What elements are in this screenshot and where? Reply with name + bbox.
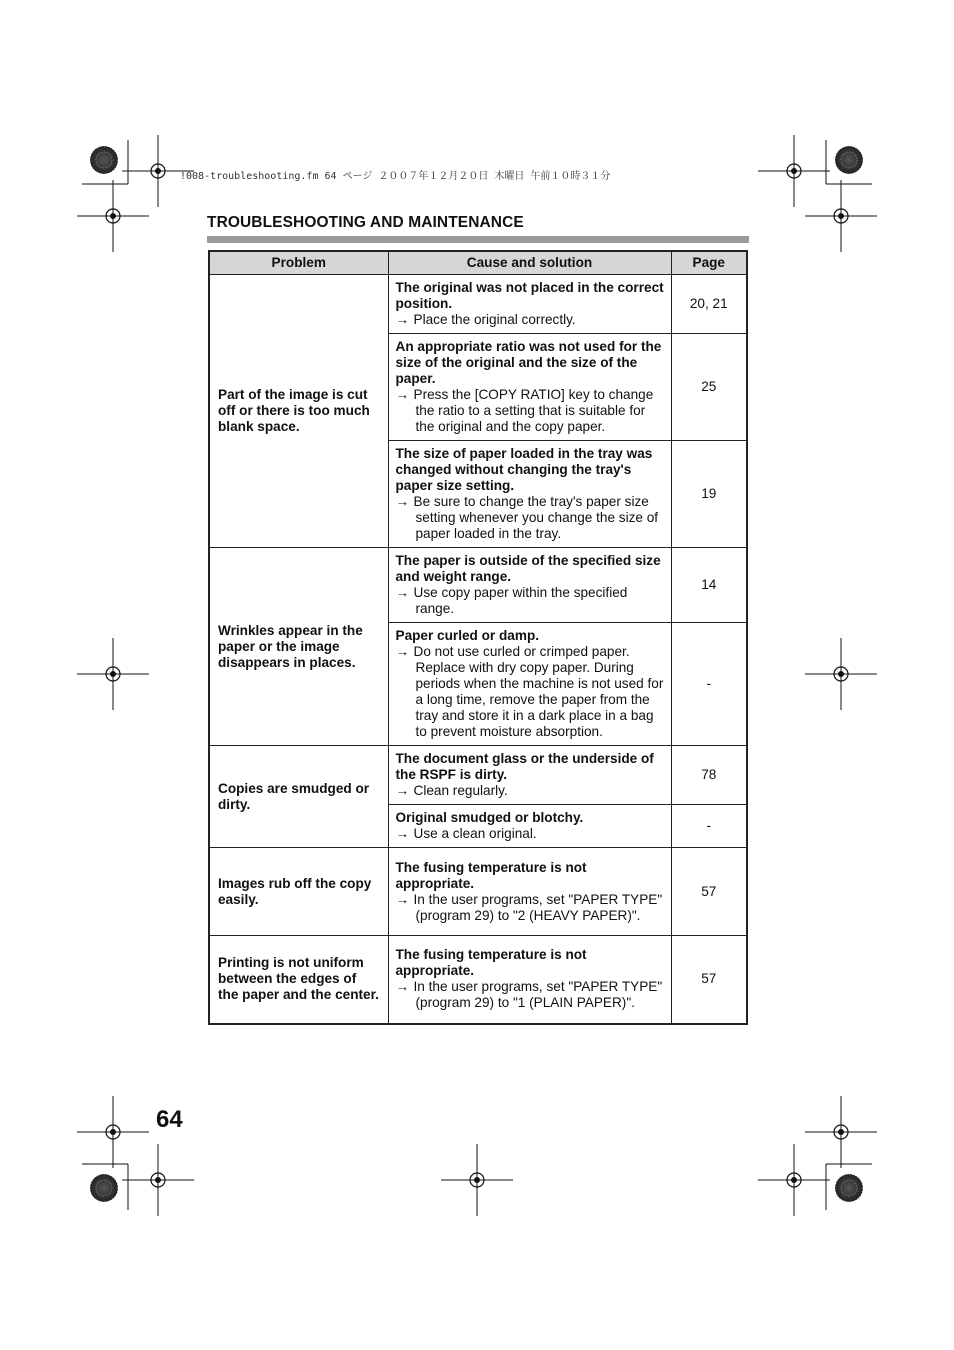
table-row [209,936,747,1024]
cause-cell [388,275,671,334]
solution-text: → Do not use curled or crimped paper. Replace with dry copy paper. During periods when the machine is not used for a long time, remove the paper from the tray and store it in a dark place in a bag to prevent moisture absorption. [395,644,664,739]
mid-left-mark [77,638,149,710]
arrow-icon: → [395,891,410,907]
section-title: TROUBLESHOOTING AND MAINTENANCE [207,214,524,231]
problem-cell: Wrinkles appear in the paper or the image disappears in places. [209,548,388,746]
page-ref: 20, 21 [671,275,747,334]
arrow-icon: → [395,783,410,798]
mid-right-mark [805,638,877,710]
page-ref: 57 [671,848,747,936]
cause-title: An appropriate ratio was not used for the size of the original and the size of the paper. [395,339,662,386]
header-cause: Cause and solution [388,251,671,275]
table-row [209,746,747,805]
page-number: 64 [156,1106,183,1133]
solution-text: → Be sure to change the tray's paper size setting whenever you change the size of paper loaded in the tray. [395,494,659,541]
cause-title: Original smudged or blotchy. [395,810,584,825]
print-header: !008-troubleshooting.fm 64 ページ ２００７年１２月２０日 木曜日 午前１０時３１分 [180,171,611,182]
page-ref: - [671,623,747,746]
cause-cell [388,441,671,548]
problem-cell: Printing is not uniform between the edges of the paper and the center. [209,936,388,1024]
title-underline-bar [207,236,749,243]
page-ref: 78 [671,746,747,805]
cause-cell [388,936,671,1024]
page-ref: 19 [671,441,747,548]
page-ref: 14 [671,548,747,623]
arrow-icon: → [395,312,410,327]
arrow-icon: → [395,979,410,995]
arrow-icon: → [395,494,410,509]
arrow-icon: → [395,644,410,659]
bottom-center-mark [441,1144,513,1216]
solution-text: → Clean regularly. [395,783,508,798]
table-row [209,275,747,334]
cause-cell [388,334,671,441]
cause-title: The document glass or the underside of the RSPF is dirty. [395,751,654,782]
cause-title: Paper curled or damp. [395,628,540,643]
cause-title: The size of paper loaded in the tray was changed without changing the tray's paper size setting. [395,446,653,493]
arrow-icon: → [395,387,410,402]
solution-text: → Use copy paper within the specified range. [395,585,628,616]
table-row [209,548,747,623]
troubleshooting-table [208,250,748,1025]
cause-cell [388,805,671,848]
page-ref: - [671,805,747,848]
top-right-mark [758,135,877,252]
cause-cell [388,548,671,623]
cause-title: The paper is outside of the specified size and weight range. [395,553,661,584]
problem-cell: Copies are smudged or dirty. [209,746,388,848]
page-ref: 25 [671,334,747,441]
cause-title: The fusing temperature is not appropriate. [395,947,587,979]
solution-text: → Place the original correctly. [395,312,576,327]
page-ref: 57 [671,936,747,1024]
bottom-right-mark [758,1096,877,1216]
cause-title: The fusing temperature is not appropriate. [395,859,587,891]
problem-cell: Images rub off the copy easily. [209,848,388,936]
header-page: Page [671,251,747,275]
arrow-icon: → [395,585,410,600]
solution-text: → Press the [COPY RATIO] key to change the ratio to a setting that is suitable for the original and the copy paper. [395,387,654,434]
cause-cell [388,746,671,805]
table-row [209,848,747,936]
problem-cell: Part of the image is cut off or there is too much blank space. [209,275,388,548]
cause-cell [388,623,671,746]
table-header-row [209,251,747,275]
cause-cell [388,848,671,936]
arrow-icon: → [395,826,410,841]
solution-text: → Use a clean original. [395,826,537,841]
cause-title: The original was not placed in the correct position. [395,280,664,311]
solution-text: → In the user programs, set "PAPER TYPE" (program 29) to "2 (HEAVY PAPER)". [395,891,663,923]
solution-text: → In the user programs, set "PAPER TYPE" (program 29) to "1 (PLAIN PAPER)". [395,979,663,1011]
top-left-mark [77,135,194,252]
header-problem: Problem [209,251,388,275]
